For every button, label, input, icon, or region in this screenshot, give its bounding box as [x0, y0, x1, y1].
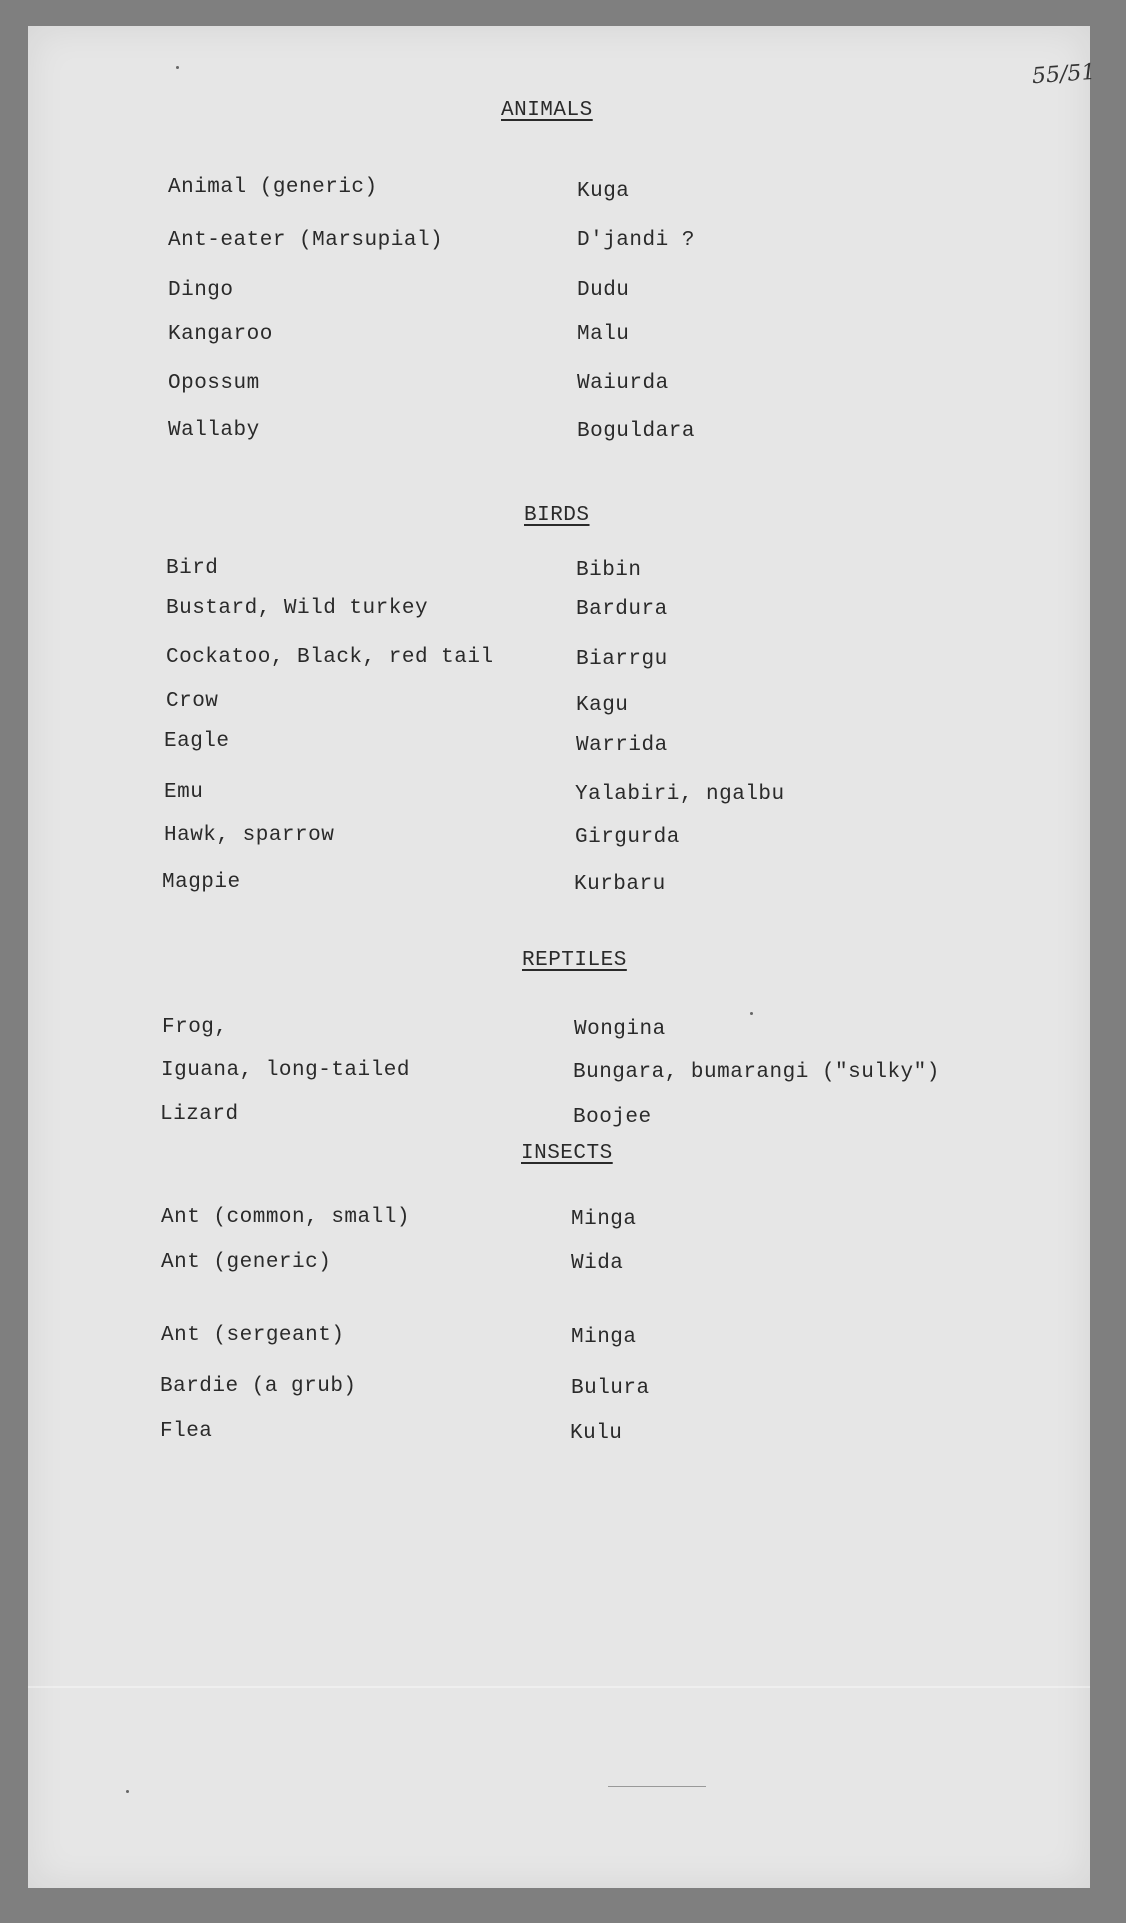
term-ant-sergeant: Ant (sergeant): [161, 1324, 345, 1347]
gloss-lizard: Boojee: [573, 1106, 652, 1129]
gloss-ant-eater: D'jandi ?: [577, 229, 695, 252]
term-bardie: Bardie (a grub): [160, 1375, 357, 1398]
gloss-opossum: Waiurda: [577, 372, 669, 395]
gloss-bardie: Bulura: [571, 1377, 650, 1400]
gloss-wallaby: Boguldara: [577, 420, 695, 443]
gloss-crow: Kagu: [576, 694, 629, 717]
gloss-frog: Wongina: [574, 1018, 666, 1041]
section-heading-reptiles: REPTILES: [522, 949, 627, 972]
term-lizard: Lizard: [160, 1103, 239, 1126]
term-flea: Flea: [160, 1420, 213, 1443]
gloss-ant-generic: Wida: [571, 1252, 624, 1275]
term-opossum: Opossum: [168, 372, 260, 395]
page-number: 55/51: [1031, 59, 1097, 90]
term-cockatoo: Cockatoo, Black, red tail: [166, 646, 494, 669]
gloss-bird: Bibin: [576, 559, 642, 582]
gloss-magpie: Kurbaru: [574, 873, 666, 896]
term-wallaby: Wallaby: [168, 419, 260, 442]
gloss-flea: Kulu: [570, 1422, 623, 1445]
term-iguana: Iguana, long-tailed: [161, 1059, 410, 1082]
gloss-emu: Yalabiri, ngalbu: [575, 783, 785, 806]
term-frog: Frog,: [162, 1016, 228, 1039]
gloss-kangaroo: Malu: [577, 323, 630, 346]
gloss-ant-sergeant: Minga: [571, 1326, 637, 1349]
term-ant-common-small: Ant (common, small): [161, 1206, 410, 1229]
paper-speck: [176, 66, 179, 69]
term-crow: Crow: [166, 690, 219, 713]
term-ant-eater: Ant-eater (Marsupial): [168, 229, 444, 252]
gloss-bustard: Bardura: [576, 598, 668, 621]
term-dingo: Dingo: [168, 279, 234, 302]
paper-speck: [750, 1012, 753, 1015]
section-heading-insects: INSECTS: [521, 1142, 613, 1165]
term-emu: Emu: [164, 781, 204, 804]
term-magpie: Magpie: [162, 871, 241, 894]
typed-page: [28, 26, 1097, 1888]
term-bustard: Bustard, Wild turkey: [166, 597, 429, 620]
term-bird: Bird: [166, 557, 219, 580]
paper-speck: [126, 1790, 129, 1793]
term-kangaroo: Kangaroo: [168, 323, 273, 346]
term-hawk: Hawk, sparrow: [164, 824, 335, 847]
paper-faint-line: [608, 1786, 706, 1787]
gloss-ant-common-small: Minga: [571, 1208, 637, 1231]
section-heading-birds: BIRDS: [524, 504, 590, 527]
term-ant-generic: Ant (generic): [161, 1251, 332, 1274]
term-animal-generic: Animal (generic): [168, 176, 378, 199]
gloss-hawk: Girgurda: [575, 826, 680, 849]
gloss-eagle: Warrida: [576, 734, 668, 757]
section-heading-animals: ANIMALS: [501, 99, 593, 122]
term-eagle: Eagle: [164, 730, 230, 753]
gloss-cockatoo: Biarrgu: [576, 648, 668, 671]
gloss-dingo: Dudu: [577, 279, 630, 302]
gloss-iguana: Bungara, bumarangi ("sulky"): [573, 1061, 940, 1084]
gloss-animal-generic: Kuga: [577, 180, 630, 203]
